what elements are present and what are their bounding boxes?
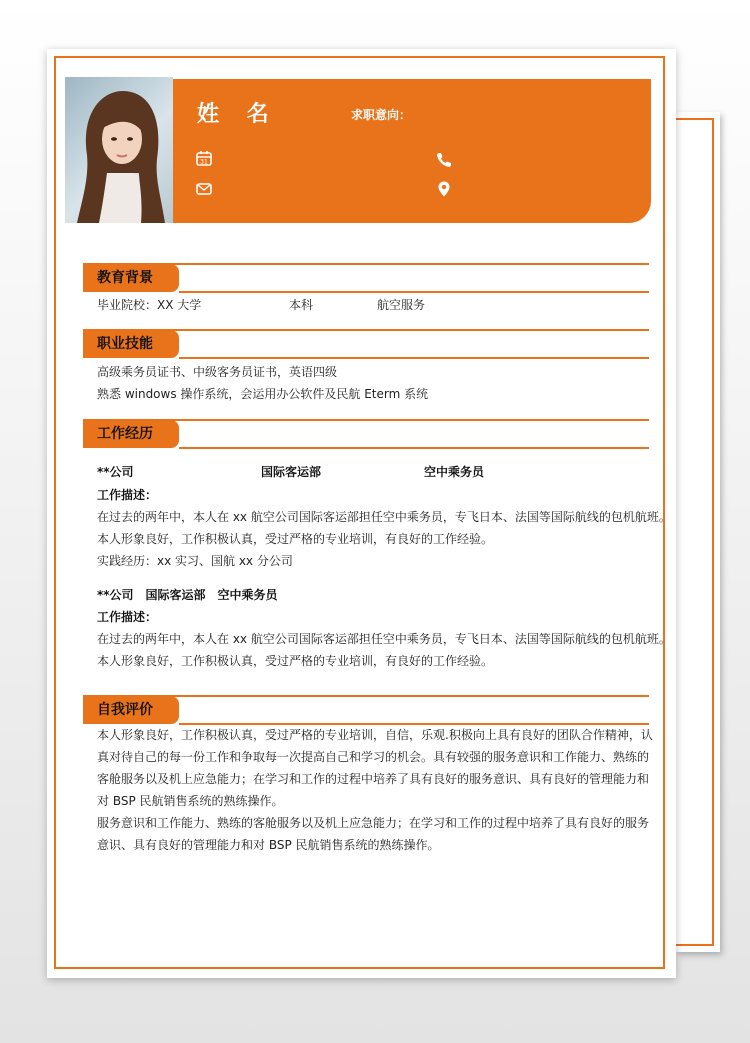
svg-text:31: 31 xyxy=(200,158,208,166)
skill-line: 高级乘务员证书、中级客务员证书，英语四级 xyxy=(97,365,338,379)
work-section-header xyxy=(83,419,649,449)
job2-desc-line: 在过去的两年中，本人在 xx 航空公司国际客运部担任空中乘务员，专飞日本、法国等国际航线的包机航班。 xyxy=(97,632,671,646)
self-eval-line: 真对待自己的每一份工作和争取每一次提高自己和学习的机会。具有较强的服务意识和工作能力、熟练的 xyxy=(97,750,650,764)
job1-practice: 实践经历：xx 实习、国航 xx 分公司 xyxy=(97,554,293,568)
job2-desc-line: 本人形象良好，工作积极认真，受过严格的专业培训，有良好的工作经验。 xyxy=(97,654,494,668)
self-eval-line: 本人形象良好，工作积极认真，受过严格的专业培训，自信，乐观.积极向上具有良好的团队合作精神，认 xyxy=(97,728,653,742)
education-title: 教育背景 xyxy=(83,264,179,292)
job-intent-label: 求职意向： xyxy=(351,108,412,122)
section-underline xyxy=(179,723,649,725)
education-school: 毕业院校：XX 大学 xyxy=(97,298,202,312)
job2-heading: **公司 国际客运部 空中乘务员 xyxy=(97,588,278,602)
job1-desc-line: 本人形象良好，工作积极认真，受过严格的专业培训，有良好的工作经验。 xyxy=(97,532,494,546)
email-icon xyxy=(195,180,213,198)
section-underline xyxy=(179,291,649,293)
job1-desc-label: 工作描述： xyxy=(97,488,158,502)
section-underline xyxy=(179,357,649,359)
job2-desc-label: 工作描述： xyxy=(97,610,158,624)
job1-department: 国际客运部 xyxy=(261,465,322,479)
work-title: 工作经历 xyxy=(83,420,179,448)
skill-line: 熟悉 windows 操作系统，会运用办公软件及民航 Eterm 系统 xyxy=(97,387,429,401)
education-major: 航空服务 xyxy=(377,298,426,312)
self-eval-line: 服务意识和工作能力、熟练的客舱服务以及机上应急能力；在学习和工作的过程中培养了具有良好的服务 xyxy=(97,816,650,830)
header-band xyxy=(173,79,651,223)
location-icon xyxy=(435,180,453,198)
education-degree: 本科 xyxy=(289,298,314,312)
self-eval-line: 意识、具有良好的管理能力和对 BSP 民航销售系统的熟练操作。 xyxy=(97,838,440,852)
calendar-icon xyxy=(195,149,213,167)
skills-section-header xyxy=(83,329,649,359)
resume-sheet xyxy=(47,49,676,978)
section-underline xyxy=(179,447,649,449)
job1-position: 空中乘务员 xyxy=(424,465,485,479)
job1-company: **公司 xyxy=(97,465,134,479)
back-page xyxy=(676,112,720,952)
skills-title: 职业技能 xyxy=(83,330,179,358)
self-eval-section-header xyxy=(83,695,649,725)
profile-photo xyxy=(65,77,173,223)
self-eval-line: 对 BSP 民航销售系统的熟练操作。 xyxy=(97,794,284,808)
applicant-name: 姓 名 xyxy=(197,102,279,127)
self-eval-title: 自我评价 xyxy=(83,696,179,724)
phone-icon xyxy=(435,151,453,169)
self-eval-line: 客舱服务以及机上应急能力；在学习和工作的过程中培养了具有良好的服务意识、具有良好的管理能力和 xyxy=(97,772,650,786)
job1-desc-line: 在过去的两年中，本人在 xx 航空公司国际客运部担任空中乘务员，专飞日本、法国等国际航线的包机航班。 xyxy=(97,510,671,524)
education-section-header xyxy=(83,263,649,293)
